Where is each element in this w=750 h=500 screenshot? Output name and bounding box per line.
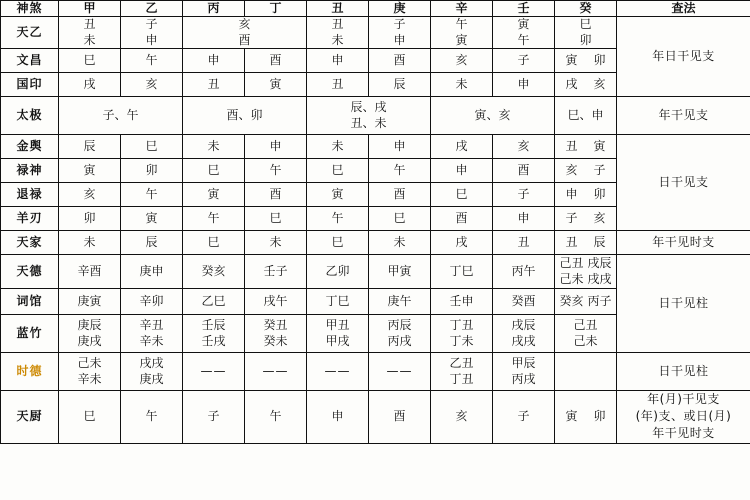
cell-ciguan-0: 庚寅 (59, 289, 121, 315)
cell-line: 丙戌 (511, 371, 536, 386)
row-label-tiande: 天德 (1, 255, 59, 289)
cell-guoyin-2: 丑 (183, 73, 245, 97)
row-label-top: 神煞 (1, 1, 59, 17)
cell-tiangong-8 (555, 231, 617, 255)
cell-tiangong-0: 未 (59, 231, 121, 255)
cell-yangren-1: 寅 (121, 207, 183, 231)
cell-line: 丑 (83, 17, 96, 32)
cell-taiji-4: 巳、申 (555, 97, 617, 135)
note-tianchu (617, 391, 750, 444)
cell-tuilu-5: 酉 (369, 183, 431, 207)
cell-line: 申 (393, 32, 406, 47)
cell-line: 寅 (517, 17, 530, 32)
cell-top-2: 丙 (183, 1, 245, 17)
cell-tiande-6: 丁巳 (431, 255, 493, 289)
cell-wenchang-8 (555, 49, 617, 73)
table-row (1, 255, 750, 289)
cell-line: 戌辰 (511, 318, 536, 333)
cell-tianyi-5 (369, 17, 431, 49)
cell-top-8: 癸 (555, 1, 617, 17)
cell-yangren-5: 巳 (369, 207, 431, 231)
cell-guoyin-0: 戌 (59, 73, 121, 97)
cell-ciguan-1: 辛卯 (121, 289, 183, 315)
cell-line: 辛未 (139, 333, 164, 348)
cell-tianyi-2 (183, 17, 307, 49)
cell-jinyu-0: 辰 (59, 135, 121, 159)
cell-line: 甲丑 (325, 318, 350, 333)
cell-line: 庚辰 (77, 318, 102, 333)
cell-line: 癸未 (263, 333, 288, 348)
cell-tiande-1: 庚申 (121, 255, 183, 289)
cell-ciguan-6: 壬申 (431, 289, 493, 315)
row-label-ciguan: 词馆 (1, 289, 59, 315)
table-row (1, 391, 750, 444)
cell-line: 己丑 (559, 256, 584, 271)
cell-jinyu-3: 申 (245, 135, 307, 159)
row-label-lushen: 禄神 (1, 159, 59, 183)
table-row (1, 135, 750, 159)
cell-line: 亥 (238, 17, 251, 32)
cell-line: 戌戌 (511, 333, 536, 348)
cell-ciguan-5: 庚午 (369, 289, 431, 315)
cell-line: 甲戌 (325, 333, 350, 348)
cell-shide-3: —— (245, 353, 307, 391)
cell-line: 己未 (77, 356, 102, 371)
cell-lanzhu-7 (493, 315, 555, 353)
cell-line: 申 (565, 186, 578, 201)
cell-lanzhu-8 (555, 315, 617, 353)
cell-tiande-4: 乙卯 (307, 255, 369, 289)
cell-top-4: 丑 (307, 1, 369, 17)
note-line: (年)支、或日(月) (635, 409, 732, 424)
cell-line: 寅 (565, 409, 578, 424)
cell-tianchu-6: 亥 (431, 391, 493, 444)
cell-line: 丑 (565, 234, 578, 249)
cell-line: 午 (455, 17, 468, 32)
cell-jinyu-4: 未 (307, 135, 369, 159)
cell-line: 酉 (238, 32, 251, 47)
cell-line: 辛丑 (139, 318, 164, 333)
cell-tiande-7: 丙午 (493, 255, 555, 289)
cell-tianchu-7: 子 (493, 391, 555, 444)
cell-line: 丁丑 (449, 371, 474, 386)
cell-line: 壬辰 (201, 318, 226, 333)
cell-jinyu-8 (555, 135, 617, 159)
row-label-tianyi: 天乙 (1, 17, 59, 49)
row-label-tianchu: 天厨 (1, 391, 59, 444)
cell-line: 丁未 (449, 333, 474, 348)
cell-line: 子 (593, 162, 606, 177)
cell-line: 丙戌 (387, 333, 412, 348)
cell-line: 丑、未 (350, 115, 387, 130)
cell-shide-4: —— (307, 353, 369, 391)
cell-tiande-3: 壬子 (245, 255, 307, 289)
cell-line: 癸丑 (263, 318, 288, 333)
cell-lanzhu-6 (431, 315, 493, 353)
cell-lushen-8 (555, 159, 617, 183)
cell-tiangong-7: 丑 (493, 231, 555, 255)
cell-tianchu-4: 申 (307, 391, 369, 444)
cell-tuilu-0: 亥 (59, 183, 121, 207)
cell-line: 卯 (593, 52, 606, 67)
cell-tuilu-7: 子 (493, 183, 555, 207)
cell-tiande-0: 辛酉 (59, 255, 121, 289)
cell-top-7: 壬 (493, 1, 555, 17)
cell-guoyin-8 (555, 73, 617, 97)
cell-ciguan-7: 癸酉 (493, 289, 555, 315)
cell-guoyin-3: 寅 (245, 73, 307, 97)
row-label-guoyin: 国印 (1, 73, 59, 97)
cell-tiangong-5: 未 (369, 231, 431, 255)
cell-shide-0 (59, 353, 121, 391)
cell-line: 己未 (559, 271, 584, 286)
cell-tianchu-8 (555, 391, 617, 444)
cell-tianyi-8 (555, 17, 617, 49)
cell-guoyin-5: 辰 (369, 73, 431, 97)
cell-top-1: 乙 (121, 1, 183, 17)
cell-line: 癸亥 (559, 293, 584, 308)
note-tiande: 日干见柱 (617, 255, 750, 353)
cell-taiji-3: 寅、亥 (431, 97, 555, 135)
cell-line: 庚戌 (77, 333, 102, 348)
cell-tiande-2: 癸亥 (183, 255, 245, 289)
cell-taiji-0: 子、午 (59, 97, 183, 135)
cell-wenchang-3: 酉 (245, 49, 307, 73)
cell-tiangong-4: 巳 (307, 231, 369, 255)
cell-lushen-0: 寅 (59, 159, 121, 183)
cell-line: 寅 (593, 138, 606, 153)
cell-tuilu-8 (555, 183, 617, 207)
cell-tianyi-0 (59, 17, 121, 49)
cell-line: 亥 (593, 210, 606, 225)
cell-tianyi-1 (121, 17, 183, 49)
cell-line: 巳 (579, 17, 592, 32)
cell-wenchang-1: 午 (121, 49, 183, 73)
cell-top-6: 辛 (431, 1, 493, 17)
cell-line: 戌戌 (139, 356, 164, 371)
cell-tianyi-6 (431, 17, 493, 49)
cell-lushen-5: 午 (369, 159, 431, 183)
cell-tiande-5: 甲寅 (369, 255, 431, 289)
cell-jinyu-2: 未 (183, 135, 245, 159)
cell-yangren-7: 申 (493, 207, 555, 231)
cell-jinyu-6: 戌 (431, 135, 493, 159)
cell-tuilu-2: 寅 (183, 183, 245, 207)
cell-line: 己未 (573, 333, 598, 348)
cell-yangren-3: 巳 (245, 207, 307, 231)
cell-tianchu-2: 子 (183, 391, 245, 444)
cell-line: 未 (331, 32, 344, 47)
cell-tiande-8 (555, 255, 617, 289)
cell-tiangong-2: 巳 (183, 231, 245, 255)
cell-lushen-2: 巳 (183, 159, 245, 183)
row-label-taiji: 太极 (1, 97, 59, 135)
table-row (1, 231, 750, 255)
cell-wenchang-6: 亥 (431, 49, 493, 73)
cell-col (586, 257, 614, 285)
cell-line: 甲辰 (511, 356, 536, 371)
cell-line: 子 (145, 17, 158, 32)
row-label-wenchang: 文昌 (1, 49, 59, 73)
cell-wenchang-5: 酉 (369, 49, 431, 73)
cell-ciguan-8 (555, 289, 617, 315)
cell-line: 申 (145, 32, 158, 47)
cell-lanzhu-1 (121, 315, 183, 353)
cell-line: 丙辰 (387, 318, 412, 333)
cell-yangren-6: 酉 (431, 207, 493, 231)
cell-lushen-3: 午 (245, 159, 307, 183)
cell-line: 壬戌 (201, 333, 226, 348)
cell-shide-7 (493, 353, 555, 391)
cell-line: 丑 (331, 17, 344, 32)
cell-lanzhu-2 (183, 315, 245, 353)
row-label-shide: 时德 (1, 353, 59, 391)
cell-line: 午 (517, 32, 530, 47)
cell-line: 卯 (593, 186, 606, 201)
cell-tianchu-0: 巳 (59, 391, 121, 444)
cell-lanzhu-3 (245, 315, 307, 353)
cell-line: 亥 (565, 162, 578, 177)
cell-tianyi-4 (307, 17, 369, 49)
cell-tuilu-4: 寅 (307, 183, 369, 207)
cell-tuilu-1: 午 (121, 183, 183, 207)
cell-line: 戌辰 (587, 256, 612, 271)
cell-ciguan-4: 丁巳 (307, 289, 369, 315)
cell-wenchang-0: 巳 (59, 49, 121, 73)
cell-yangren-4: 午 (307, 207, 369, 231)
cell-line: 辛未 (77, 371, 102, 386)
cell-guoyin-7: 申 (493, 73, 555, 97)
cell-tianchu-3: 午 (245, 391, 307, 444)
table-row (1, 1, 750, 17)
row-label-jinyu: 金舆 (1, 135, 59, 159)
cell-shide-2: —— (183, 353, 245, 391)
cell-ciguan-2: 乙巳 (183, 289, 245, 315)
cell-guoyin-1: 亥 (121, 73, 183, 97)
cell-shide-6 (431, 353, 493, 391)
cell-tiangong-1: 辰 (121, 231, 183, 255)
cell-yangren-8 (555, 207, 617, 231)
cell-line: 丁丑 (449, 318, 474, 333)
cell-jinyu-1: 巳 (121, 135, 183, 159)
cell-line: 辰、戌 (350, 100, 387, 115)
note-shide: 日干见柱 (617, 353, 750, 391)
cell-shide-5: —— (369, 353, 431, 391)
cell-shide-8 (555, 353, 617, 391)
cell-top-5: 庚 (369, 1, 431, 17)
note-taiji: 年干见支 (617, 97, 750, 135)
cell-jinyu-5: 申 (369, 135, 431, 159)
cell-ciguan-3: 戌午 (245, 289, 307, 315)
cell-lushen-4: 巳 (307, 159, 369, 183)
cell-lushen-1: 卯 (121, 159, 183, 183)
cell-line: 子 (565, 210, 578, 225)
cell-line: 戌 (565, 76, 578, 91)
cell-line: 寅 (565, 52, 578, 67)
cell-guoyin-4: 丑 (307, 73, 369, 97)
cell-line: 卯 (579, 32, 592, 47)
row-label-tuilu: 退禄 (1, 183, 59, 207)
cell-tianchu-1: 午 (121, 391, 183, 444)
table-row (1, 353, 750, 391)
cell-tianyi-7 (493, 17, 555, 49)
cell-yangren-2: 午 (183, 207, 245, 231)
cell-col (557, 257, 585, 285)
cell-line: 己丑 (573, 318, 598, 333)
cell-line: 未 (83, 32, 96, 47)
table-row (1, 17, 750, 49)
note-jinyu: 日干见支 (617, 135, 750, 231)
cell-line: 子 (393, 17, 406, 32)
cell-line: 戌戌 (587, 271, 612, 286)
note-tiangong: 年干见时支 (617, 231, 750, 255)
note-line: 年(月)干见支 (647, 392, 720, 406)
cell-line: 庚戌 (139, 371, 164, 386)
note-tianyi: 年日干见支 (617, 17, 750, 97)
row-label-yangren: 羊刃 (1, 207, 59, 231)
cell-line: 乙丑 (449, 356, 474, 371)
row-label-tiangong: 天家 (1, 231, 59, 255)
cell-lushen-6: 申 (431, 159, 493, 183)
cell-line: 亥 (593, 76, 606, 91)
cell-yangren-0: 卯 (59, 207, 121, 231)
cell-taiji-2 (307, 97, 431, 135)
cell-tiangong-6: 戌 (431, 231, 493, 255)
cell-top-0: 甲 (59, 1, 121, 17)
cell-top-3: 丁 (245, 1, 307, 17)
cell-lanzhu-0 (59, 315, 121, 353)
cell-tianchu-5: 酉 (369, 391, 431, 444)
cell-line: 丑 (565, 138, 578, 153)
cell-taiji-1: 酉、卯 (183, 97, 307, 135)
cell-tuilu-3: 酉 (245, 183, 307, 207)
table-row (1, 97, 750, 135)
cell-guoyin-6: 未 (431, 73, 493, 97)
cell-wenchang-4: 申 (307, 49, 369, 73)
cell-line: 丙子 (587, 293, 612, 308)
cell-wenchang-7: 子 (493, 49, 555, 73)
cell-line: 卯 (593, 409, 606, 424)
cell-lanzhu-4 (307, 315, 369, 353)
cell-lushen-7: 酉 (493, 159, 555, 183)
note-column-header: 查法 (617, 1, 750, 17)
cell-wenchang-2: 申 (183, 49, 245, 73)
cell-line: 辰 (593, 234, 606, 249)
note-line: 年干见时支 (652, 426, 715, 441)
cell-lanzhu-5 (369, 315, 431, 353)
cell-tiangong-3: 未 (245, 231, 307, 255)
cell-line: 寅 (455, 32, 468, 47)
cell-tuilu-6: 巳 (431, 183, 493, 207)
row-label-lanzhu: 蓝竹 (1, 315, 59, 353)
cell-jinyu-7: 亥 (493, 135, 555, 159)
cell-shide-1 (121, 353, 183, 391)
